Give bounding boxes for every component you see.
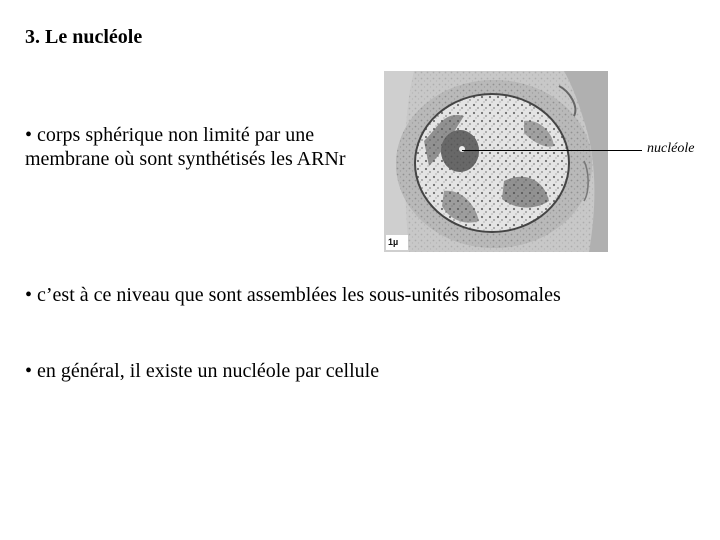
bullet-one-per-cell: • en général, il existe un nucléole par cellule — [25, 360, 380, 382]
bullet-definition: • corps sphérique non limité par une membrane où sont synthétisés les ARNr — [25, 124, 346, 170]
scale-bar-label: 1µ — [388, 237, 399, 247]
bullet-ribosome-assembly: • c’est à ce niveau que sont assemblées les sous-unités ribosomales — [25, 284, 561, 306]
slide-title: 3. Le nucléole — [25, 26, 143, 48]
nucleole-label: nucléole — [647, 141, 695, 156]
cell-micrograph — [384, 71, 608, 252]
nucleole-pointer-line — [462, 150, 642, 151]
